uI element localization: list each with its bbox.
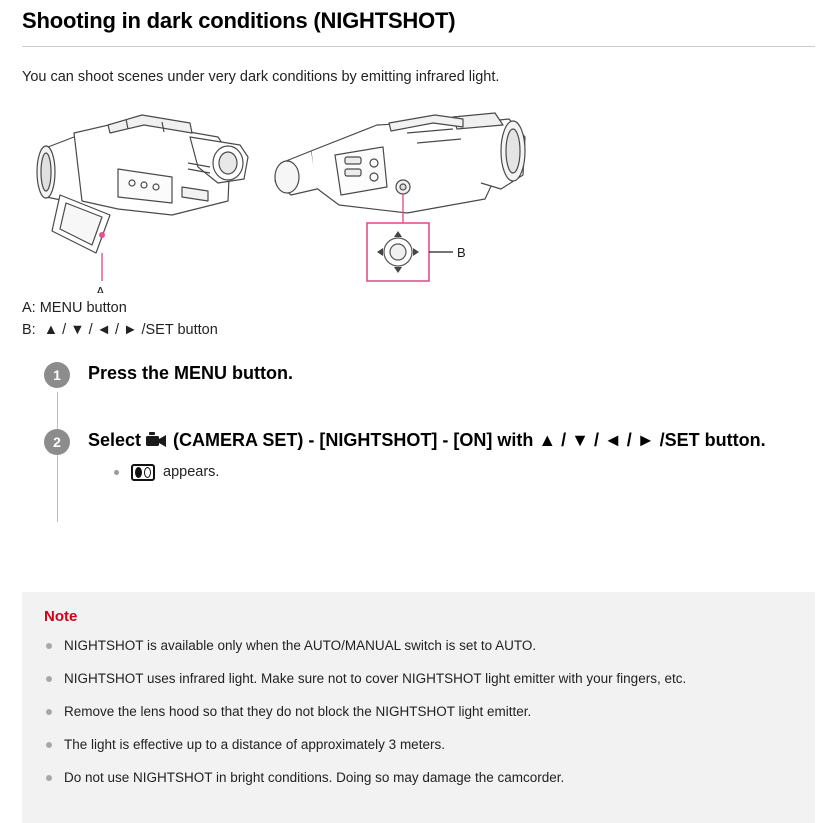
step-2-substep	[66, 464, 815, 481]
figure-row	[22, 103, 815, 293]
step-2-substep-text: appears.	[163, 464, 220, 481]
step-1-number: 1	[44, 362, 70, 388]
step-2-number: 2	[44, 429, 70, 455]
note-title: Note	[44, 608, 78, 625]
step-1	[22, 360, 815, 387]
step-2-text-before: Select	[88, 429, 147, 450]
step-1-text: Press the MENU button.	[88, 362, 294, 383]
steps-list	[22, 360, 815, 481]
note-item: NIGHTSHOT is available only when the AUTO/MANUAL switch is set to AUTO.	[42, 637, 795, 656]
camcorder-figure-right	[257, 103, 557, 298]
camcorder-illustration-right	[257, 103, 557, 293]
note-item: The light is effective up to a distance of approximately 3 meters.	[42, 736, 795, 755]
page-title: Shooting in dark conditions (NIGHTSHOT)	[22, 8, 456, 33]
intro-paragraph: You can shoot scenes under very dark conditions by emitting infrared light.	[22, 69, 500, 85]
note-item: NIGHTSHOT uses infrared light. Make sure not to cover NIGHTSHOT light emitter with your fingers, etc.	[42, 670, 795, 689]
nightshot-icon	[131, 464, 155, 481]
step-2	[22, 427, 815, 481]
step-2-text-after: (CAMERA SET) - [NIGHTSHOT] - [ON] with ▲ / ▼ / ◄ / ► /SET button.	[168, 429, 766, 450]
set-button-detail	[367, 223, 429, 281]
camera-set-icon	[146, 429, 168, 445]
note-item: Remove the lens hood so that they do not block the NIGHTSHOT light emitter.	[42, 703, 795, 722]
callout-b-label: B	[457, 245, 466, 260]
legend	[22, 297, 815, 342]
camcorder-figure-left	[22, 103, 252, 298]
bullet-icon	[114, 470, 119, 475]
legend-item-b: B: ▲ / ▼ / ◄ / ► /SET button	[22, 322, 218, 339]
camcorder-illustration-left	[22, 103, 252, 293]
step-2-text	[66, 427, 815, 454]
legend-item-a: A: MENU button	[22, 300, 127, 316]
title-divider	[22, 46, 815, 47]
callout-a-label: A	[96, 284, 105, 293]
document-page	[0, 8, 837, 481]
note-list	[42, 637, 795, 787]
note-item: Do not use NIGHTSHOT in bright conditions. Doing so may damage the camcorder.	[42, 769, 795, 788]
callout-a-marker	[99, 232, 105, 238]
note-box	[22, 592, 815, 823]
